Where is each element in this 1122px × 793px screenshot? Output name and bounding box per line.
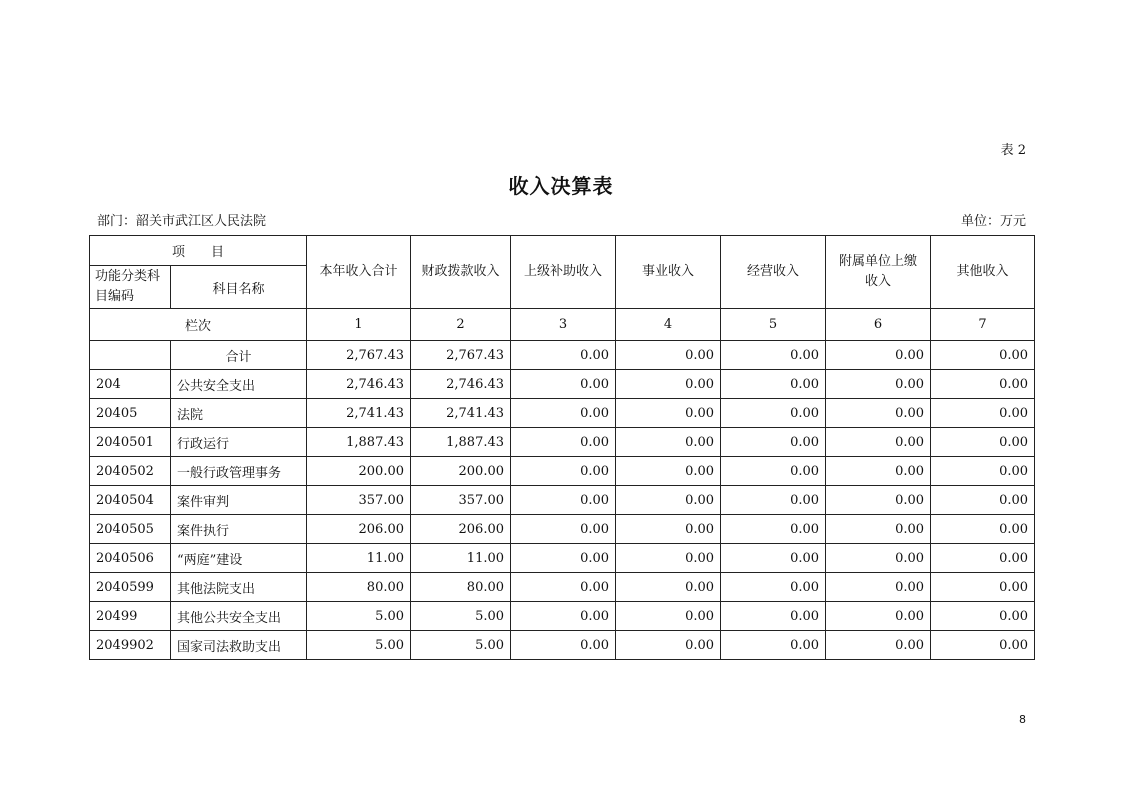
row-value: 0.00	[721, 631, 826, 660]
row-value: 0.00	[721, 486, 826, 515]
row-code: 2040506	[90, 544, 171, 573]
row-value: 206.00	[411, 515, 511, 544]
table-row	[90, 370, 1035, 399]
row-value: 0.00	[721, 544, 826, 573]
row-value: 357.00	[307, 486, 411, 515]
table-row	[90, 486, 1035, 515]
row-name: 国家司法救助支出	[171, 631, 307, 660]
row-value: 2,746.43	[307, 370, 411, 399]
row-value: 0.00	[511, 428, 616, 457]
row-value: 0.00	[931, 573, 1035, 602]
row-value: 0.00	[511, 573, 616, 602]
header-col-6: 附属单位上缴收入	[826, 236, 931, 309]
row-name: 案件执行	[171, 515, 307, 544]
row-value: 0.00	[931, 515, 1035, 544]
col-num: 2	[411, 309, 511, 341]
row-value: 0.00	[721, 573, 826, 602]
total-row	[90, 341, 1035, 370]
row-value: 0.00	[826, 602, 931, 631]
table-row	[90, 457, 1035, 486]
header-col-4: 事业收入	[616, 236, 721, 309]
row-code: 204	[90, 370, 171, 399]
row-code: 2040501	[90, 428, 171, 457]
table-row	[90, 631, 1035, 660]
table-row	[90, 399, 1035, 428]
row-value: 11.00	[411, 544, 511, 573]
row-value: 0.00	[826, 544, 931, 573]
table-row	[90, 544, 1035, 573]
row-value: 5.00	[307, 631, 411, 660]
total-value: 2,767.43	[307, 341, 411, 370]
row-value: 0.00	[616, 457, 721, 486]
row-value: 0.00	[511, 544, 616, 573]
col-num: 4	[616, 309, 721, 341]
row-value: 2,741.43	[307, 399, 411, 428]
row-code: 20499	[90, 602, 171, 631]
row-value: 0.00	[511, 602, 616, 631]
row-name: 案件审判	[171, 486, 307, 515]
header-lanci: 栏次	[90, 309, 307, 341]
header-item: 项 目	[90, 236, 307, 266]
row-value: 0.00	[616, 631, 721, 660]
row-value: 0.00	[826, 428, 931, 457]
table-number: 表 2	[1000, 143, 1026, 158]
row-value: 0.00	[616, 428, 721, 457]
row-value: 0.00	[931, 631, 1035, 660]
row-value: 5.00	[411, 602, 511, 631]
row-value: 0.00	[616, 544, 721, 573]
row-name: 公共安全支出	[171, 370, 307, 399]
row-name: 行政运行	[171, 428, 307, 457]
total-value: 0.00	[931, 341, 1035, 370]
row-code: 2049902	[90, 631, 171, 660]
row-value: 200.00	[411, 457, 511, 486]
col-num: 6	[826, 309, 931, 341]
row-value: 0.00	[721, 399, 826, 428]
row-value: 0.00	[721, 370, 826, 399]
row-value: 0.00	[616, 602, 721, 631]
row-name: 一般行政管理事务	[171, 457, 307, 486]
row-name: “两庭”建设	[171, 544, 307, 573]
row-name: 其他公共安全支出	[171, 602, 307, 631]
row-value: 0.00	[511, 457, 616, 486]
row-value: 0.00	[931, 486, 1035, 515]
row-value: 1,887.43	[307, 428, 411, 457]
row-value: 0.00	[931, 544, 1035, 573]
row-value: 5.00	[307, 602, 411, 631]
row-value: 0.00	[826, 399, 931, 428]
total-value: 0.00	[511, 341, 616, 370]
row-value: 11.00	[307, 544, 411, 573]
header-name: 科目名称	[171, 266, 307, 309]
row-value: 357.00	[411, 486, 511, 515]
row-value: 0.00	[616, 515, 721, 544]
row-value: 206.00	[307, 515, 411, 544]
row-code: 20405	[90, 399, 171, 428]
unit-label: 单位：万元	[960, 214, 1026, 229]
row-code: 2040504	[90, 486, 171, 515]
row-value: 0.00	[826, 631, 931, 660]
row-value: 2,746.43	[411, 370, 511, 399]
row-value: 0.00	[511, 370, 616, 399]
row-code: 2040502	[90, 457, 171, 486]
row-value: 200.00	[307, 457, 411, 486]
page-title: 收入决算表	[508, 174, 614, 198]
row-value: 0.00	[931, 602, 1035, 631]
row-value: 80.00	[307, 573, 411, 602]
income-table	[89, 235, 1035, 660]
header-col-5: 经营收入	[721, 236, 826, 309]
row-name: 其他法院支出	[171, 573, 307, 602]
row-value: 0.00	[721, 515, 826, 544]
col-num: 7	[931, 309, 1035, 341]
row-value: 0.00	[931, 457, 1035, 486]
row-value: 5.00	[411, 631, 511, 660]
row-value: 0.00	[616, 573, 721, 602]
row-value: 0.00	[826, 457, 931, 486]
header-col-2: 财政拨款收入	[411, 236, 511, 309]
row-code: 2040599	[90, 573, 171, 602]
header-col-7: 其他收入	[931, 236, 1035, 309]
col-num: 3	[511, 309, 616, 341]
header-col-1: 本年收入合计	[307, 236, 411, 309]
row-value: 0.00	[511, 631, 616, 660]
row-value: 80.00	[411, 573, 511, 602]
row-value: 0.00	[931, 428, 1035, 457]
total-value: 2,767.43	[411, 341, 511, 370]
row-value: 0.00	[826, 515, 931, 544]
col-num: 5	[721, 309, 826, 341]
row-value: 0.00	[616, 399, 721, 428]
table-row	[90, 515, 1035, 544]
row-value: 0.00	[826, 486, 931, 515]
total-value: 0.00	[616, 341, 721, 370]
table-row	[90, 602, 1035, 631]
row-value: 2,741.43	[411, 399, 511, 428]
row-value: 0.00	[826, 370, 931, 399]
row-value: 0.00	[616, 486, 721, 515]
header-col-3: 上级补助收入	[511, 236, 616, 309]
row-value: 0.00	[721, 457, 826, 486]
row-value: 0.00	[931, 399, 1035, 428]
page-number: 8	[1019, 713, 1026, 726]
col-num: 1	[307, 309, 411, 341]
row-value: 0.00	[511, 486, 616, 515]
row-value: 0.00	[826, 573, 931, 602]
table-row	[90, 428, 1035, 457]
row-value: 0.00	[616, 370, 721, 399]
row-code: 2040505	[90, 515, 171, 544]
row-value: 0.00	[721, 602, 826, 631]
row-value: 0.00	[931, 370, 1035, 399]
row-name: 法院	[171, 399, 307, 428]
total-code-cell	[90, 341, 171, 370]
total-value: 0.00	[721, 341, 826, 370]
header-code: 功能分类科目编码	[90, 266, 171, 309]
table-row	[90, 573, 1035, 602]
row-value: 0.00	[511, 515, 616, 544]
row-value: 0.00	[511, 399, 616, 428]
total-label: 合计	[171, 341, 307, 370]
row-value: 1,887.43	[411, 428, 511, 457]
row-value: 0.00	[721, 428, 826, 457]
department-label: 部门：韶关市武江区人民法院	[97, 214, 267, 229]
total-value: 0.00	[826, 341, 931, 370]
